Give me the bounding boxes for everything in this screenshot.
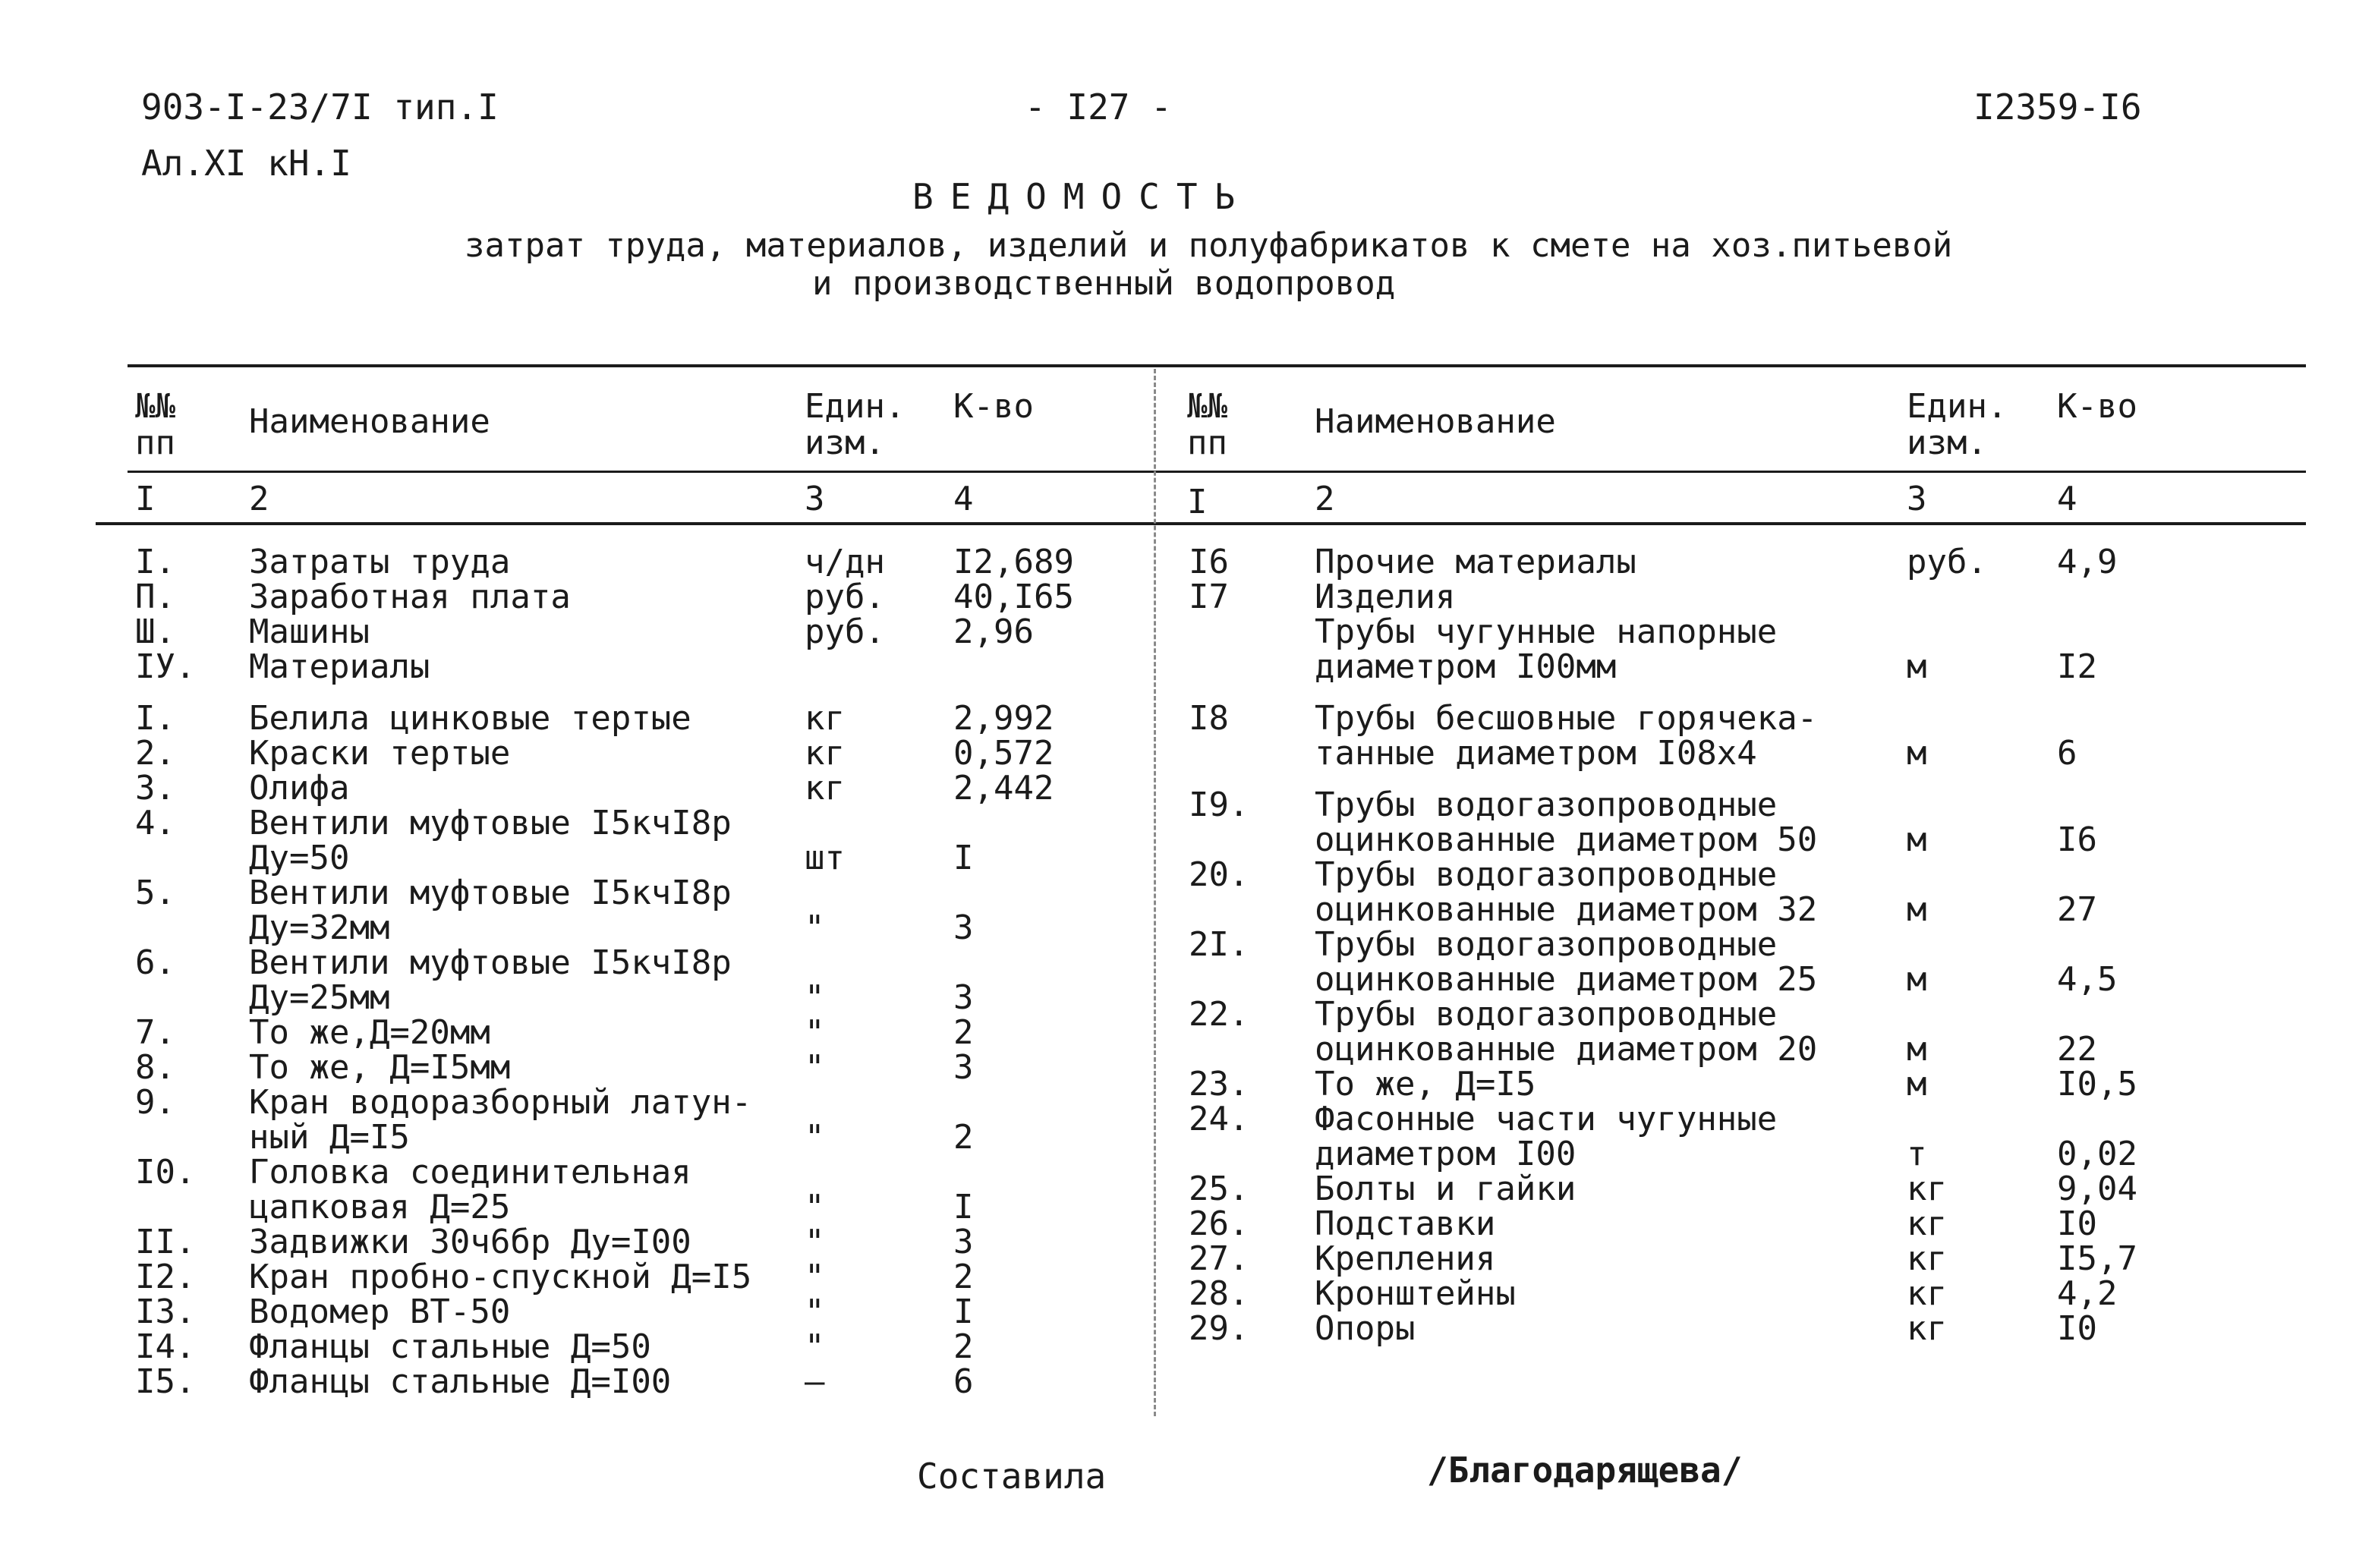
row-number: П. [135, 578, 175, 616]
row-name: оцинкованные диаметром 20 [1315, 1030, 1818, 1069]
document-title: ВЕДОМОСТЬ [912, 176, 1252, 217]
row-unit: кг [805, 699, 845, 738]
row-quantity: 2 [953, 1327, 974, 1366]
column-number-3-right: 3 [1907, 480, 1927, 518]
row-unit: м [1907, 1030, 1927, 1069]
row-quantity: 0,572 [953, 734, 1054, 773]
row-number: 29. [1189, 1309, 1249, 1348]
row-name: Задвижки 30ч6бр Ду=I00 [249, 1223, 691, 1261]
row-name: Водомер ВТ-50 [249, 1292, 511, 1331]
row-quantity: 4,2 [2057, 1274, 2118, 1313]
row-unit: ч/дн [805, 543, 885, 581]
row-unit: м [1907, 820, 1927, 859]
row-unit: м [1907, 1065, 1927, 1104]
row-name: Трубы водогазопроводные [1315, 786, 1778, 824]
row-unit: руб. [1907, 543, 1987, 581]
unit-header-sublabel: изм. [805, 423, 885, 462]
column-number-3-left: 3 [805, 480, 825, 518]
column-number-2-right: 2 [1315, 480, 1335, 518]
row-number: 5. [135, 874, 175, 912]
row-quantity: I0 [2057, 1309, 2097, 1348]
row-name: То же, Д=I5мм [249, 1048, 511, 1087]
column-number-1-right: I [1187, 483, 1208, 521]
row-quantity: 3 [953, 908, 974, 947]
row-quantity: I0 [2057, 1204, 2097, 1243]
row-quantity: 27 [2057, 890, 2097, 929]
row-unit: " [805, 978, 825, 1017]
row-number: 24. [1189, 1100, 1249, 1138]
row-number: I5. [135, 1362, 196, 1401]
row-number: I6 [1189, 543, 1229, 581]
row-unit: руб. [805, 578, 885, 616]
row-name: Кронштейны [1315, 1274, 1516, 1313]
row-quantity: 3 [953, 1223, 974, 1261]
row-number: I. [135, 543, 175, 581]
row-quantity: I [953, 1188, 974, 1226]
row-name: Краски тертые [249, 734, 511, 773]
number-header-sublabel: пп [1187, 423, 1227, 462]
row-number: 6. [135, 943, 175, 982]
table-center-divider [1154, 369, 1156, 1416]
row-unit: " [805, 1013, 825, 1052]
row-name: То же,Д=20мм [249, 1013, 490, 1052]
row-number: 23. [1189, 1065, 1249, 1104]
row-number: I4. [135, 1327, 196, 1366]
row-name: Трубы чугунные напорные [1315, 612, 1778, 651]
row-unit: " [805, 1048, 825, 1087]
row-number: 20. [1189, 855, 1249, 894]
row-quantity: I [953, 839, 974, 877]
row-number: 9. [135, 1083, 175, 1122]
row-name: Фасонные части чугунные [1315, 1100, 1778, 1138]
row-name: Крепления [1315, 1239, 1496, 1278]
row-quantity: I0,5 [2057, 1065, 2137, 1104]
doc-code: 903-I-23/7I тип.I [141, 87, 499, 128]
row-unit: кг [1907, 1309, 1947, 1348]
document-subtitle-line-2: и производственный водопровод [812, 264, 1396, 303]
row-unit: " [805, 1188, 825, 1226]
row-quantity: 2 [953, 1013, 974, 1052]
row-name: Машины [249, 612, 370, 651]
row-unit: м [1907, 960, 1927, 999]
row-name: Опоры [1315, 1309, 1416, 1348]
row-unit: – [805, 1362, 825, 1401]
row-unit: м [1907, 647, 1927, 686]
row-number: I. [135, 699, 175, 738]
row-unit: кг [805, 769, 845, 808]
unit-header-sublabel: изм. [1907, 423, 1987, 462]
row-unit: " [805, 1223, 825, 1261]
row-name: Фланцы стальные Д=I00 [249, 1362, 672, 1401]
row-unit: " [805, 1327, 825, 1366]
row-name: Болты и гайки [1315, 1170, 1577, 1208]
number-header-sublabel: пп [135, 423, 175, 462]
row-name: Фланцы стальные Д=50 [249, 1327, 651, 1366]
row-name: Изделия [1315, 578, 1456, 616]
row-name: оцинкованные диаметром 32 [1315, 890, 1818, 929]
row-quantity: 2,96 [953, 612, 1034, 651]
row-number: II. [135, 1223, 196, 1261]
row-unit: кг [805, 734, 845, 773]
compiled-by-label: Составила [917, 1456, 1107, 1497]
row-name: Вентили муфтовые I5кчI8р [249, 943, 732, 982]
col-qty-header-left: К-во [953, 387, 1034, 426]
row-number: I0. [135, 1153, 196, 1192]
number-header-label: №№ [135, 387, 175, 426]
row-unit: кг [1907, 1170, 1947, 1208]
row-quantity: 2 [953, 1258, 974, 1296]
row-name: Трубы водогазопроводные [1315, 995, 1778, 1034]
row-name: Подставки [1315, 1204, 1496, 1243]
row-number: I3. [135, 1292, 196, 1331]
table-column-number-rule [96, 522, 2306, 525]
row-name: Белила цинковые тертые [249, 699, 691, 738]
row-name: Олифа [249, 769, 350, 808]
row-name: Головка соединительная [249, 1153, 691, 1192]
row-number: 27. [1189, 1239, 1249, 1278]
row-name: цапковая Д=25 [249, 1188, 511, 1226]
row-quantity: I2 [2057, 647, 2097, 686]
row-number: I2. [135, 1258, 196, 1296]
signature-name: /Благодарящева/ [1427, 1450, 1743, 1491]
row-name: диаметром I00мм [1315, 647, 1617, 686]
row-quantity: I [953, 1292, 974, 1331]
row-number: 28. [1189, 1274, 1249, 1313]
row-unit: руб. [805, 612, 885, 651]
row-name: Материалы [249, 647, 430, 686]
row-name: Прочие материалы [1315, 543, 1636, 581]
row-unit: м [1907, 890, 1927, 929]
row-quantity: 2 [953, 1118, 974, 1157]
col-name-header-left: Наименование [249, 402, 490, 441]
row-quantity: 0,02 [2057, 1135, 2137, 1173]
row-number: 3. [135, 769, 175, 808]
row-name: Заработная плата [249, 578, 571, 616]
sheet-code: I2359-I6 [1973, 87, 2142, 128]
row-unit: " [805, 1118, 825, 1157]
row-quantity: 6 [2057, 734, 2077, 773]
row-name: Затраты труда [249, 543, 511, 581]
row-name: Трубы бесшовные горячека- [1315, 699, 1818, 738]
row-name: То же, Д=I5 [1315, 1065, 1536, 1104]
row-unit: " [805, 1292, 825, 1331]
row-quantity: I2,689 [953, 543, 1074, 581]
page-number: - I27 - [1025, 87, 1172, 128]
row-name: Кран пробно-спускной Д=I5 [249, 1258, 752, 1296]
row-name: Вентили муфтовые I5кчI8р [249, 874, 732, 912]
row-quantity: 4,9 [2057, 543, 2118, 581]
row-quantity: 2,442 [953, 769, 1054, 808]
row-name: танные диаметром I08х4 [1315, 734, 1757, 773]
row-number: 4. [135, 804, 175, 842]
row-unit: т [1907, 1135, 1927, 1173]
row-quantity: I6 [2057, 820, 2097, 859]
row-name: Кран водоразборный латун- [249, 1083, 752, 1122]
row-quantity: 40,I65 [953, 578, 1074, 616]
album-label: Ал.XI кН.I [141, 143, 351, 184]
row-number: 25. [1189, 1170, 1249, 1208]
column-number-4-right: 4 [2057, 480, 2077, 518]
row-quantity: I5,7 [2057, 1239, 2137, 1278]
column-number-1-left: I [135, 480, 156, 518]
unit-header-label: Един. [1907, 387, 2008, 426]
column-number-2-left: 2 [249, 480, 269, 518]
column-number-4-left: 4 [953, 480, 974, 518]
col-unit-header-right [1907, 389, 2007, 461]
row-unit: шт [805, 839, 845, 877]
col-number-header-left [135, 389, 175, 461]
col-unit-header-left [805, 389, 905, 461]
row-name: Трубы водогазопроводные [1315, 925, 1778, 964]
row-number: 8. [135, 1048, 175, 1087]
row-unit: " [805, 1258, 825, 1296]
row-number: 26. [1189, 1204, 1249, 1243]
row-name: ный Д=I5 [249, 1118, 410, 1157]
row-quantity: 22 [2057, 1030, 2097, 1069]
row-number: I8 [1189, 699, 1229, 738]
row-number: Ш. [135, 612, 175, 651]
row-number: 2I. [1189, 925, 1249, 964]
row-unit: кг [1907, 1204, 1947, 1243]
row-name: оцинкованные диаметром 25 [1315, 960, 1818, 999]
row-name: Ду=25мм [249, 978, 390, 1017]
row-unit: кг [1907, 1239, 1947, 1278]
row-number: IУ. [135, 647, 196, 686]
table-header-rule [128, 471, 2306, 473]
table-top-rule [128, 364, 2306, 367]
row-name: Ду=32мм [249, 908, 390, 947]
col-name-header-right: Наименование [1315, 402, 1556, 441]
col-number-header-right [1187, 389, 1227, 461]
row-unit: кг [1907, 1274, 1947, 1313]
row-quantity: 6 [953, 1362, 974, 1401]
row-number: I9. [1189, 786, 1249, 824]
row-name: Трубы водогазопроводные [1315, 855, 1778, 894]
row-quantity: 9,04 [2057, 1170, 2137, 1208]
row-quantity: 2,992 [953, 699, 1054, 738]
row-number: I7 [1189, 578, 1229, 616]
unit-header-label: Един. [805, 387, 906, 426]
row-quantity: 4,5 [2057, 960, 2118, 999]
row-number: 22. [1189, 995, 1249, 1034]
document-subtitle-line-1: затрат труда, материалов, изделий и полуфабрикатов к смете на хоз.питьевой [465, 226, 1953, 265]
row-name: диаметром I00 [1315, 1135, 1577, 1173]
row-name: Вентили муфтовые I5кчI8р [249, 804, 732, 842]
number-header-label: №№ [1187, 387, 1227, 426]
row-unit: " [805, 908, 825, 947]
row-number: 7. [135, 1013, 175, 1052]
row-unit: м [1907, 734, 1927, 773]
row-name: оцинкованные диаметром 50 [1315, 820, 1818, 859]
row-quantity: 3 [953, 978, 974, 1017]
row-name: Ду=50 [249, 839, 350, 877]
row-quantity: 3 [953, 1048, 974, 1087]
col-qty-header-right: К-во [2057, 387, 2137, 426]
row-number: 2. [135, 734, 175, 773]
